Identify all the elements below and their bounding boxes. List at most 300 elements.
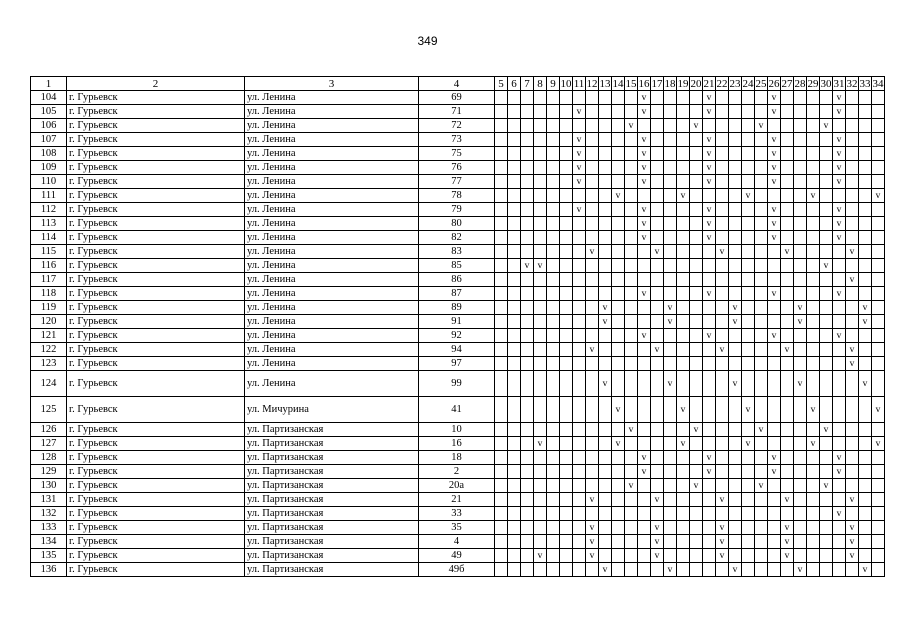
empty-cell-14 [612, 357, 625, 371]
street-cell: ул. Партизанская [245, 535, 419, 549]
empty-cell-5 [495, 329, 508, 343]
house-cell: 72 [419, 119, 495, 133]
empty-cell-32 [846, 423, 859, 437]
empty-cell-26 [768, 563, 781, 577]
house-cell: 21 [419, 493, 495, 507]
empty-cell-10 [560, 287, 573, 301]
empty-cell-33 [859, 479, 872, 493]
empty-cell-24 [742, 423, 755, 437]
empty-cell-15 [625, 287, 638, 301]
street-cell: ул. Ленина [245, 371, 419, 397]
empty-cell-26 [768, 301, 781, 315]
empty-cell-19 [677, 217, 690, 231]
empty-cell-26 [768, 343, 781, 357]
empty-cell-26 [768, 507, 781, 521]
empty-cell-25 [755, 371, 768, 397]
empty-cell-7 [521, 175, 534, 189]
empty-cell-33 [859, 217, 872, 231]
empty-cell-22 [716, 105, 729, 119]
empty-cell-23 [729, 231, 742, 245]
empty-cell-16 [638, 315, 651, 329]
empty-cell-17 [651, 105, 664, 119]
empty-cell-24 [742, 273, 755, 287]
mark-cell-16: v [638, 217, 651, 231]
row-number: 112 [31, 203, 67, 217]
empty-cell-29 [807, 371, 820, 397]
empty-cell-20 [690, 329, 703, 343]
street-cell: ул. Ленина [245, 217, 419, 231]
table-row [31, 563, 885, 577]
empty-cell-23 [729, 343, 742, 357]
empty-cell-25 [755, 245, 768, 259]
empty-cell-15 [625, 301, 638, 315]
header-cell-30: 30 [820, 77, 832, 90]
empty-cell-33 [859, 133, 872, 147]
empty-cell-32 [846, 105, 859, 119]
mark-cell-32: v [846, 357, 859, 371]
empty-cell-24 [742, 549, 755, 563]
empty-cell-9 [547, 549, 560, 563]
empty-cell-29 [807, 563, 820, 577]
empty-cell-22 [716, 133, 729, 147]
empty-cell-5 [495, 175, 508, 189]
empty-cell-17 [651, 507, 664, 521]
empty-cell-17 [651, 451, 664, 465]
empty-cell-14 [612, 203, 625, 217]
empty-cell-28 [794, 397, 807, 423]
empty-cell-23 [729, 397, 742, 423]
empty-cell-18 [664, 343, 677, 357]
empty-cell-5 [495, 203, 508, 217]
empty-cell-24 [742, 535, 755, 549]
mark-cell-33: v [859, 301, 872, 315]
empty-cell-34 [872, 245, 885, 259]
table-row [31, 465, 885, 479]
table-row [31, 161, 885, 175]
city-cell: г. Гурьевск [67, 189, 245, 203]
empty-cell-20 [690, 273, 703, 287]
header-cell-20: 20 [690, 77, 702, 90]
empty-cell-29 [807, 91, 820, 105]
empty-cell-19 [677, 203, 690, 217]
empty-cell-19 [677, 147, 690, 161]
city-cell: г. Гурьевск [67, 371, 245, 397]
empty-cell-20 [690, 465, 703, 479]
empty-cell-6 [508, 343, 521, 357]
empty-cell-11 [573, 521, 586, 535]
empty-cell-7 [521, 189, 534, 203]
empty-cell-27 [781, 189, 794, 203]
empty-cell-18 [664, 231, 677, 245]
empty-cell-25 [755, 329, 768, 343]
mark-cell-17: v [651, 549, 664, 563]
empty-cell-20 [690, 203, 703, 217]
empty-cell-33 [859, 91, 872, 105]
street-cell: ул. Ленина [245, 245, 419, 259]
mark-cell-24: v [742, 189, 755, 203]
empty-cell-30 [820, 203, 833, 217]
empty-cell-22 [716, 329, 729, 343]
empty-cell-12 [586, 119, 599, 133]
empty-cell-34 [872, 315, 885, 329]
empty-cell-15 [625, 189, 638, 203]
empty-cell-6 [508, 535, 521, 549]
empty-cell-14 [612, 465, 625, 479]
empty-cell-30 [820, 437, 833, 451]
mark-cell-32: v [846, 521, 859, 535]
empty-cell-13 [599, 535, 612, 549]
house-cell: 75 [419, 147, 495, 161]
header-cell-34: 34 [872, 77, 884, 90]
empty-cell-15 [625, 535, 638, 549]
empty-cell-25 [755, 287, 768, 301]
empty-cell-7 [521, 521, 534, 535]
table-row [31, 301, 885, 315]
empty-cell-27 [781, 371, 794, 397]
mark-cell-17: v [651, 245, 664, 259]
mark-cell-31: v [833, 147, 846, 161]
city-cell: г. Гурьевск [67, 535, 245, 549]
empty-cell-8 [534, 371, 547, 397]
table-row [31, 119, 885, 133]
empty-cell-5 [495, 535, 508, 549]
empty-cell-29 [807, 507, 820, 521]
empty-cell-6 [508, 245, 521, 259]
empty-cell-5 [495, 437, 508, 451]
empty-cell-21 [703, 357, 716, 371]
empty-cell-5 [495, 563, 508, 577]
empty-cell-25 [755, 175, 768, 189]
empty-cell-24 [742, 479, 755, 493]
empty-cell-23 [729, 535, 742, 549]
empty-cell-19 [677, 521, 690, 535]
empty-cell-31 [833, 357, 846, 371]
empty-cell-30 [820, 535, 833, 549]
empty-cell-14 [612, 161, 625, 175]
empty-cell-33 [859, 105, 872, 119]
empty-cell-22 [716, 91, 729, 105]
house-cell: 82 [419, 231, 495, 245]
empty-cell-16 [638, 259, 651, 273]
empty-cell-29 [807, 535, 820, 549]
empty-cell-16 [638, 245, 651, 259]
header-cell-18: 18 [664, 77, 676, 90]
empty-cell-25 [755, 357, 768, 371]
empty-cell-5 [495, 315, 508, 329]
row-number: 116 [31, 259, 67, 273]
empty-cell-23 [729, 175, 742, 189]
mark-cell-22: v [716, 493, 729, 507]
empty-cell-23 [729, 217, 742, 231]
empty-cell-13 [599, 203, 612, 217]
header-cell-15: 15 [625, 77, 637, 90]
empty-cell-23 [729, 245, 742, 259]
empty-cell-30 [820, 507, 833, 521]
empty-cell-5 [495, 423, 508, 437]
empty-cell-5 [495, 371, 508, 397]
empty-cell-27 [781, 301, 794, 315]
empty-cell-11 [573, 329, 586, 343]
header-cell-7: 7 [521, 77, 534, 91]
mark-cell-31: v [833, 203, 846, 217]
empty-cell-13 [599, 189, 612, 203]
mark-cell-21: v [703, 203, 716, 217]
mark-cell-28: v [794, 563, 807, 577]
empty-cell-6 [508, 315, 521, 329]
empty-cell-6 [508, 451, 521, 465]
mark-cell-23: v [729, 315, 742, 329]
empty-cell-32 [846, 175, 859, 189]
empty-cell-25 [755, 549, 768, 563]
empty-cell-8 [534, 231, 547, 245]
empty-cell-6 [508, 371, 521, 397]
mark-cell-18: v [664, 315, 677, 329]
empty-cell-30 [820, 549, 833, 563]
empty-cell-30 [820, 371, 833, 397]
empty-cell-34 [872, 287, 885, 301]
mark-cell-16: v [638, 161, 651, 175]
header-cell-8: 8 [534, 77, 547, 91]
table-row [31, 189, 885, 203]
empty-cell-26 [768, 549, 781, 563]
empty-cell-11 [573, 245, 586, 259]
empty-cell-11 [573, 189, 586, 203]
house-cell: 10 [419, 423, 495, 437]
empty-cell-31 [833, 397, 846, 423]
empty-cell-23 [729, 423, 742, 437]
page-number: 349 [417, 34, 438, 48]
empty-cell-34 [872, 161, 885, 175]
empty-cell-21 [703, 521, 716, 535]
empty-cell-25 [755, 397, 768, 423]
empty-cell-11 [573, 315, 586, 329]
mark-cell-8: v [534, 259, 547, 273]
empty-cell-22 [716, 563, 729, 577]
empty-cell-23 [729, 273, 742, 287]
city-cell: г. Гурьевск [67, 91, 245, 105]
empty-cell-20 [690, 507, 703, 521]
empty-cell-10 [560, 105, 573, 119]
empty-cell-10 [560, 91, 573, 105]
empty-cell-30 [820, 521, 833, 535]
mark-cell-29: v [807, 437, 820, 451]
mark-cell-26: v [768, 231, 781, 245]
empty-cell-12 [586, 451, 599, 465]
empty-cell-22 [716, 371, 729, 397]
empty-cell-13 [599, 493, 612, 507]
empty-cell-14 [612, 91, 625, 105]
empty-cell-20 [690, 161, 703, 175]
empty-cell-23 [729, 507, 742, 521]
empty-cell-17 [651, 119, 664, 133]
mark-cell-17: v [651, 535, 664, 549]
empty-cell-9 [547, 259, 560, 273]
table-body [31, 91, 885, 577]
empty-cell-13 [599, 175, 612, 189]
empty-cell-6 [508, 273, 521, 287]
empty-cell-11 [573, 397, 586, 423]
empty-cell-30 [820, 133, 833, 147]
empty-cell-22 [716, 147, 729, 161]
empty-cell-10 [560, 493, 573, 507]
empty-cell-14 [612, 245, 625, 259]
empty-cell-31 [833, 423, 846, 437]
empty-cell-23 [729, 465, 742, 479]
empty-cell-25 [755, 217, 768, 231]
empty-cell-8 [534, 161, 547, 175]
empty-cell-24 [742, 231, 755, 245]
street-cell: ул. Партизанская [245, 493, 419, 507]
empty-cell-29 [807, 423, 820, 437]
empty-cell-7 [521, 147, 534, 161]
empty-cell-12 [586, 259, 599, 273]
empty-cell-18 [664, 147, 677, 161]
empty-cell-28 [794, 549, 807, 563]
mark-cell-32: v [846, 549, 859, 563]
empty-cell-21 [703, 437, 716, 451]
empty-cell-34 [872, 465, 885, 479]
header-cell-28: 28 [794, 77, 806, 90]
mark-cell-11: v [573, 203, 586, 217]
header-cell-22: 22 [716, 77, 728, 90]
empty-cell-9 [547, 343, 560, 357]
mark-cell-16: v [638, 91, 651, 105]
empty-cell-29 [807, 175, 820, 189]
empty-cell-25 [755, 493, 768, 507]
empty-cell-24 [742, 563, 755, 577]
empty-cell-34 [872, 231, 885, 245]
empty-cell-7 [521, 315, 534, 329]
mark-cell-18: v [664, 301, 677, 315]
empty-cell-33 [859, 437, 872, 451]
mark-cell-26: v [768, 465, 781, 479]
empty-cell-13 [599, 133, 612, 147]
mark-cell-25: v [755, 119, 768, 133]
empty-cell-30 [820, 91, 833, 105]
empty-cell-26 [768, 245, 781, 259]
city-cell: г. Гурьевск [67, 203, 245, 217]
header-cell-19: 19 [677, 77, 689, 90]
empty-cell-21 [703, 315, 716, 329]
empty-cell-21 [703, 343, 716, 357]
empty-cell-10 [560, 507, 573, 521]
empty-cell-26 [768, 119, 781, 133]
empty-cell-19 [677, 287, 690, 301]
street-cell: ул. Партизанская [245, 507, 419, 521]
mark-cell-28: v [794, 301, 807, 315]
empty-cell-14 [612, 231, 625, 245]
empty-cell-8 [534, 357, 547, 371]
empty-cell-25 [755, 259, 768, 273]
empty-cell-21 [703, 549, 716, 563]
empty-cell-19 [677, 315, 690, 329]
empty-cell-13 [599, 119, 612, 133]
mark-cell-27: v [781, 535, 794, 549]
empty-cell-34 [872, 273, 885, 287]
empty-cell-12 [586, 465, 599, 479]
table-row [31, 287, 885, 301]
house-cell: 71 [419, 105, 495, 119]
header-cell-10: 10 [560, 77, 572, 90]
empty-cell-18 [664, 493, 677, 507]
empty-cell-5 [495, 189, 508, 203]
empty-cell-25 [755, 147, 768, 161]
empty-cell-24 [742, 315, 755, 329]
empty-cell-19 [677, 161, 690, 175]
empty-cell-7 [521, 231, 534, 245]
row-number: 121 [31, 329, 67, 343]
street-cell: ул. Партизанская [245, 423, 419, 437]
mark-cell-33: v [859, 563, 872, 577]
city-cell: г. Гурьевск [67, 507, 245, 521]
empty-cell-34 [872, 301, 885, 315]
empty-cell-31 [833, 315, 846, 329]
row-number: 132 [31, 507, 67, 521]
empty-cell-29 [807, 217, 820, 231]
street-cell: ул. Ленина [245, 231, 419, 245]
empty-cell-18 [664, 397, 677, 423]
empty-cell-13 [599, 105, 612, 119]
house-cell: 86 [419, 273, 495, 287]
empty-cell-12 [586, 563, 599, 577]
empty-cell-7 [521, 357, 534, 371]
empty-cell-20 [690, 189, 703, 203]
empty-cell-13 [599, 329, 612, 343]
mark-cell-21: v [703, 465, 716, 479]
mark-cell-25: v [755, 423, 768, 437]
empty-cell-26 [768, 397, 781, 423]
empty-cell-16 [638, 301, 651, 315]
empty-cell-11 [573, 259, 586, 273]
street-cell: ул. Партизанская [245, 549, 419, 563]
empty-cell-31 [833, 259, 846, 273]
mark-cell-30: v [820, 259, 833, 273]
house-cell: 89 [419, 301, 495, 315]
empty-cell-18 [664, 423, 677, 437]
empty-cell-6 [508, 301, 521, 315]
empty-cell-15 [625, 465, 638, 479]
empty-cell-34 [872, 423, 885, 437]
empty-cell-8 [534, 175, 547, 189]
empty-cell-13 [599, 217, 612, 231]
row-number: 133 [31, 521, 67, 535]
empty-cell-21 [703, 479, 716, 493]
empty-cell-10 [560, 119, 573, 133]
empty-cell-24 [742, 451, 755, 465]
house-cell: 20а [419, 479, 495, 493]
table-row [31, 203, 885, 217]
mark-cell-22: v [716, 521, 729, 535]
empty-cell-33 [859, 535, 872, 549]
empty-cell-24 [742, 119, 755, 133]
empty-cell-10 [560, 535, 573, 549]
empty-cell-21 [703, 371, 716, 397]
empty-cell-27 [781, 287, 794, 301]
empty-cell-34 [872, 203, 885, 217]
empty-cell-19 [677, 259, 690, 273]
street-cell: ул. Ленина [245, 357, 419, 371]
empty-cell-32 [846, 189, 859, 203]
city-cell: г. Гурьевск [67, 105, 245, 119]
empty-cell-25 [755, 133, 768, 147]
empty-cell-10 [560, 437, 573, 451]
empty-cell-7 [521, 105, 534, 119]
empty-cell-14 [612, 521, 625, 535]
empty-cell-22 [716, 423, 729, 437]
mark-cell-21: v [703, 451, 716, 465]
empty-cell-18 [664, 479, 677, 493]
mark-cell-31: v [833, 133, 846, 147]
